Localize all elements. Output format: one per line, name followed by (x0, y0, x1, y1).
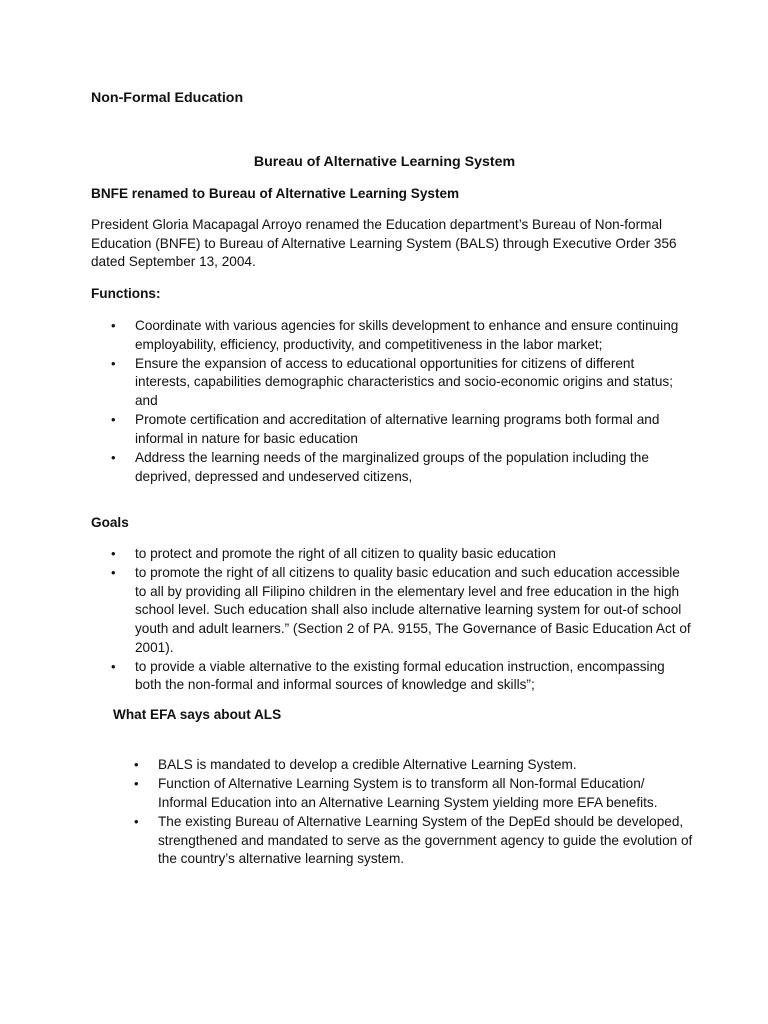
list-item (91, 411, 691, 448)
bullet-icon: • (111, 355, 116, 371)
list-item-text: to protect and promote the right of all citizen to quality basic education (135, 546, 556, 561)
efa-list (114, 756, 694, 869)
bullet-icon: • (111, 658, 116, 674)
efa-heading: What EFA says about ALS (113, 707, 282, 722)
goals-list (91, 545, 691, 696)
bullet-icon: • (134, 813, 139, 829)
bullet-icon: • (134, 757, 139, 772)
list-item (114, 813, 694, 869)
subheading: BNFE renamed to Bureau of Alternative Learning System (91, 186, 460, 201)
section-title: Bureau of Alternative Learning System (253, 154, 516, 170)
list-item (114, 775, 694, 812)
list-item-text: Coordinate with various agencies for skills development to enhance and ensure continuing employability, efficiency, productivity, and competitiveness in the labor market; (135, 318, 679, 352)
list-item-text: Ensure the expansion of access to educational opportunities for citizens of different interests, capabilities demographic characteristics and socio-economic origins and status; and (135, 355, 673, 408)
page-heading: Non-Formal Education (91, 90, 244, 106)
list-item-text: to promote the right of all citizens to quality basic education and such education accessible to all by providing all Filipino children in the elementary level and free education in the high school level. Such education shall also include alternative learning system for out-of school youth and adult learners.” (Section 2 of PA. 9155, The Governance of Basic Education Act of 2001). (135, 565, 691, 655)
functions-list (91, 317, 691, 487)
bullet-icon: • (111, 546, 116, 561)
list-item (114, 756, 694, 775)
bullet-icon: • (111, 565, 116, 581)
bullet-icon: • (111, 449, 116, 465)
list-item (91, 564, 691, 657)
list-item-text: to provide a viable alternative to the existing formal education instruction, encompassing both the non-formal and informal sources of knowledge and skills”; (135, 658, 665, 693)
goals-heading: Goals (91, 515, 129, 530)
functions-heading: Functions: (91, 286, 161, 301)
list-item-text: Promote certification and accreditation of alternative learning programs both formal and informal in nature for basic education (135, 412, 660, 446)
intro-paragraph: President Gloria Macapagal Arroyo renamed the Education department’s Bureau of Non-formal Education (BNFE) to Bureau of Alternative Learning System (BALS) through Executive Order 356 dated September 13, 2004. (91, 217, 677, 270)
list-item-text: The existing Bureau of Alternative Learning System of the DepEd should be developed, strengthened and mandated to serve as the government agency to guide the evolution of the country’s alternative learning system. (158, 813, 693, 867)
list-item (91, 658, 691, 695)
list-item-text: Address the learning needs of the marginalized groups of the population including the deprived, depressed and undeserved citizens, (135, 449, 649, 484)
bullet-icon: • (134, 776, 139, 792)
list-item (91, 449, 691, 486)
bullet-icon: • (111, 318, 116, 333)
bullet-icon: • (111, 412, 116, 428)
list-item (91, 317, 691, 354)
list-item-text: Function of Alternative Learning System is to transform all Non-formal Education/ Informal Education into an Alternative Learning System yielding more EFA benefits. (158, 776, 658, 810)
list-item (91, 545, 691, 564)
list-item (91, 355, 691, 411)
list-item-text: BALS is mandated to develop a credible Alternative Learning System. (158, 757, 577, 772)
